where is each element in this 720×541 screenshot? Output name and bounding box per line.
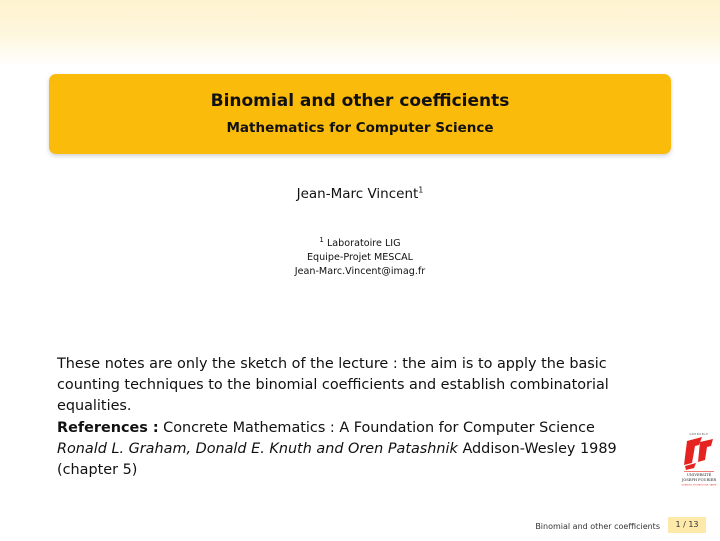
- logo-line-2: JOSEPH FOURIER: [681, 478, 717, 482]
- lecture-notes: [57, 354, 657, 481]
- affiliation-team: Equipe-Projet MESCAL: [307, 252, 413, 263]
- author: [0, 186, 720, 202]
- logo-mark-right: [698, 439, 713, 462]
- footer-title: Binomial and other coefficients: [535, 522, 660, 531]
- reference-authors: Ronald L. Graham, Donald E. Knuth and Oren Patashnik: [57, 440, 458, 457]
- affiliation-lab: Laboratoire LIG: [326, 238, 401, 249]
- affiliation-mark: 1: [319, 235, 324, 244]
- references-label: References :: [57, 419, 159, 436]
- author-name: Jean-Marc Vincent: [296, 186, 419, 202]
- reference-publisher: Addison-Wesley 1989 (chapter 5): [57, 440, 617, 479]
- page-number-badge: 1 / 13: [668, 517, 706, 533]
- logo-line-3: SCIENCES. TECHNOLOGIE. SANTÉ: [681, 484, 717, 487]
- notes-intro: These notes are only the sketch of the lecture : the aim is to apply the basic counting techniques to the binomial coefficients and establish combinatorial equalities.: [57, 356, 609, 415]
- title-box: [49, 74, 671, 154]
- slide-subtitle: Mathematics for Computer Science: [226, 120, 494, 136]
- affiliation-email: Jean-Marc.Vincent@imag.fr: [294, 266, 426, 277]
- logo-top-text: GRENOBLE: [689, 433, 709, 436]
- slide-title: Binomial and other coefficients: [210, 91, 510, 111]
- university-logo-icon: [680, 432, 718, 498]
- university-logo: [680, 432, 718, 498]
- affiliation-lab-line: [0, 237, 720, 251]
- affiliation: [0, 237, 720, 279]
- header-gradient: [0, 0, 720, 66]
- reference-title: Concrete Mathematics : A Foundation for Computer Science: [163, 419, 595, 436]
- logo-divider: [684, 471, 714, 472]
- author-affiliation-mark: 1: [418, 185, 424, 195]
- logo-line-1: UNIVERSITÉ: [686, 473, 712, 477]
